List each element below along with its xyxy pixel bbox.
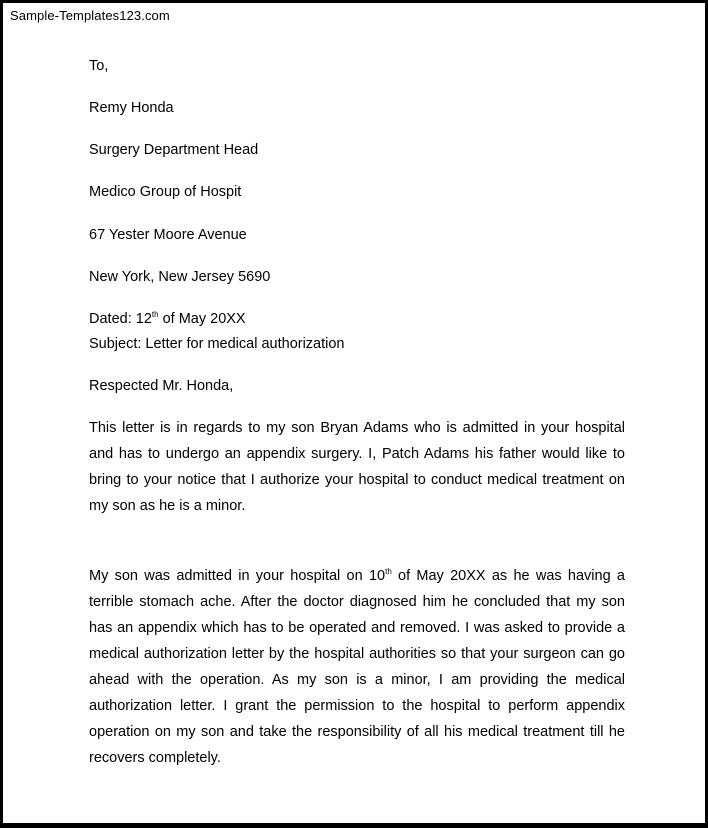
dated-superscript: th <box>151 310 159 319</box>
paragraph-2 <box>89 563 625 771</box>
address-street: 67 Yester Moore Avenue <box>89 227 247 243</box>
subject-line: Subject: Letter for medical authorization <box>89 336 345 352</box>
recipient-organization: Medico Group of Hospit <box>89 184 242 200</box>
paragraph-2-superscript: th <box>385 567 392 576</box>
recipient-name: Remy Honda <box>89 100 174 116</box>
greeting: Respected Mr. Honda, <box>89 378 234 394</box>
document-page <box>3 3 705 823</box>
dated-prefix: Dated: 12 <box>89 311 152 327</box>
address-city: New York, New Jersey 5690 <box>89 269 271 285</box>
paragraph-2-prefix: My son was admitted in your hospital on 10 <box>89 568 386 584</box>
salutation-to: To, <box>89 58 109 74</box>
paragraph-2-suffix: of May 20XX as he was having a terrible stomach ache. After the doctor diagnosed him he concluded that my son has an appendix which has to be operated and removed. I was asked to provide a medical authorization letter by the hospital authorities so that your surgeon can go ahead with the operation. As my son is a minor, I am providing the medical authorization letter. I grant the permission to the hospital to perform appendix operation on my son and take the responsibility of all his medical treatment till he recovers completely. <box>89 568 625 766</box>
recipient-title: Surgery Department Head <box>89 142 259 158</box>
paragraph-1: This letter is in regards to my son Bryan Adams who is admitted in your hospital and has to undergo an appendix surgery. I, Patch Adams his father would like to bring to your notice that I authorize your hospital to conduct medical treatment on my son as he is a minor. <box>89 420 625 514</box>
watermark-text: Sample-Templates123.com <box>10 8 170 23</box>
dated-suffix: of May 20XX <box>158 311 246 327</box>
dated-line <box>89 311 246 327</box>
